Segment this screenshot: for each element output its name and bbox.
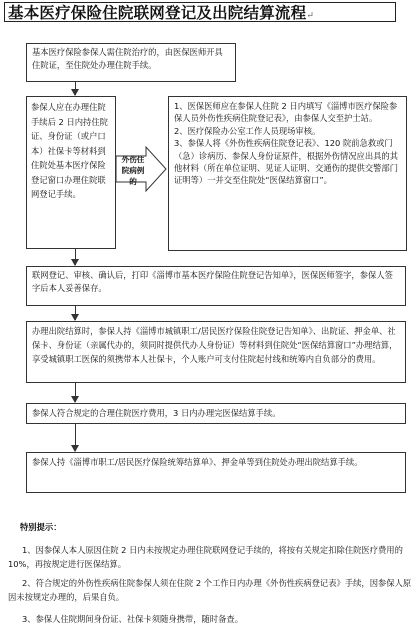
injury-branch-label: 外伤住院病例的 xyxy=(121,155,145,186)
page-title xyxy=(4,2,396,22)
paragraph-mark: ↵ xyxy=(306,11,315,21)
tips-heading: 特别提示： xyxy=(20,522,62,532)
arrow-step5-to-step6 xyxy=(75,424,76,451)
page-title-text: 基本医疗保险住院联网登记及出院结算流程 xyxy=(8,3,307,22)
step5-box xyxy=(26,403,406,424)
arrow-step3-to-step4 xyxy=(75,306,76,320)
arrow-step4-to-step5 xyxy=(75,383,76,402)
step1-box xyxy=(26,43,236,82)
step6-box xyxy=(26,452,406,493)
step3-box xyxy=(26,266,406,306)
step3-text: 联网登记、审核、确认后，打印《淄博市基本医疗保险住院登记告知单》，医保医师签字，参保人签字后本人妥善保存。 xyxy=(32,270,393,293)
tip-3: 3、参保人住院期间身份证、社保卡须随身携带，随时备查。 xyxy=(22,614,243,624)
arrow-step1-to-step2 xyxy=(75,82,76,95)
injury-branch-arrow xyxy=(114,144,168,194)
injury-box xyxy=(168,96,407,251)
step2-text: 参保人应在办理住院手续后 2 日内持住院证、身份证（或户口本）社保卡等材料到住院处基本医疗保险登记窗口办理住院联网登记手续。 xyxy=(31,102,108,199)
step4-text: 办理出院结算时，参保人持《淄博市城镇职工/居民医疗保险住院登记告知单》、出院证、押金单、社保卡、身份证（亲属代办的，须同时提供代办人身份证）等材料到住院处“医保结算窗口”办理结算，享受城镇职工医保的须携带本人社保卡，个人账户可支付住院起付线和统筹内自负部分的费用。 xyxy=(32,326,398,364)
injury-item-2: 2、医疗保险办公室工作人员现场审核。 xyxy=(174,125,321,136)
step5-text: 参保人符合规定的合理住院医疗费用，3 日内办理完医保结算手续。 xyxy=(32,408,281,418)
injury-item-1: 1、医保医师应在参保人住院 2 日内填写《淄博市医疗保险参保人员外伤性疾病住院登记表》，由参保人交至护士站。 xyxy=(174,101,398,124)
step2-box xyxy=(26,96,116,249)
tip-1: 1、因参保人本人原因住院 2 日内未按规定办理住院联网登记手续的，将按有关规定扣除住院医疗费用的 10%，再按规定进行医保结算。 xyxy=(8,545,403,569)
injury-item-3: 3、参保人将《外伤性疾病住院登记表》、120 院前急救或门（急）诊病历、参保人身份证原件，根据外伤情况应出具的其他材料（所在单位证明、见证人证明、交通伤的提供交警部门证明等）一并交至住院处“医保结算窗口”。 xyxy=(174,138,399,186)
arrow-step2-to-step3 xyxy=(75,249,76,265)
step4-box xyxy=(26,321,406,383)
step6-text: 参保人持《淄博市职工/居民医疗保险统筹结算单》、押金单等到住院处办理出院结算手续。 xyxy=(32,457,363,467)
tip-2: 2、符合规定的外伤性疾病住院参保人须在住院 2 个工作日内办理《外伤性疾病登记表》手续，因参保人原因未按规定办理的，后果自负。 xyxy=(8,578,412,602)
step1-text: 基本医疗保险参保人需住院治疗的，由医保医师开具住院证，至住院处办理住院手续。 xyxy=(32,47,223,70)
